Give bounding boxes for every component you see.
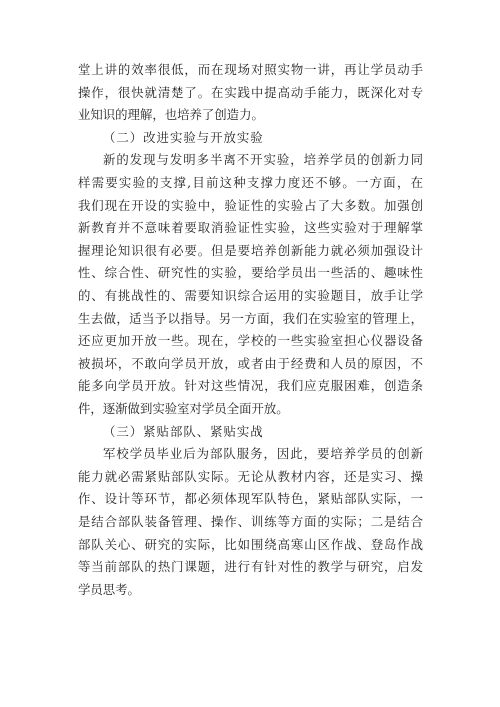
body-text-line: 等当前部队的热门课题，进行有针对性的教学与研究，启发 [78, 559, 423, 575]
body-text-line: 新教育并不意味着要取消验证性实验，这些实验对于理解掌 [78, 220, 423, 236]
body-text-line: 作、设计等环节，都必须体现军队特色，紧贴部队实际，一 [78, 491, 423, 507]
section-heading: （二）改进实验与开放实验 [103, 129, 264, 145]
body-text-line: 军校学员毕业后为部队服务，因此，要培养学员的创新 [103, 446, 423, 462]
body-text-line: 堂上讲的效率很低，而在现场对照实物一讲，再让学员动手 [78, 62, 423, 77]
body-text-line: 件，逐渐做到实验室对学员全面开放。 [78, 401, 289, 416]
section-heading: （三）紧贴部队、紧贴实战 [103, 423, 264, 439]
body-text-line: 还应更加开放一些。现在，学校的一些实验室担心仪器设备 [78, 333, 423, 349]
body-text-line: 我们现在开设的实验中，验证性的实验占了大多数。加强创 [78, 197, 423, 213]
body-text-line: 性、综合性、研究性的实验，要给学员出一些活的、趣味性 [78, 265, 423, 281]
body-text-line: 样需要实验的支撑,目前这种支撑力度还不够。一方面，在 [78, 175, 423, 190]
body-text-line: 新的发现与发明多半离不开实验，培养学员的创新力同 [103, 152, 423, 168]
body-text-line: 业知识的理解，也培养了创造力。 [78, 107, 264, 123]
body-text-line: 能多向学员开放。针对这些情况，我们应克服困难，创造条 [78, 378, 423, 394]
body-text-line: 部队关心、研究的实际，比如围绕高寒山区作战、登岛作战 [78, 536, 423, 552]
body-text-line: 握理论知识很有必要。但是要培养创新能力就必须加强设计 [78, 242, 423, 258]
body-text-line: 被损坏，不敢向学员开放，或者由于经费和人员的原因，不 [78, 355, 423, 371]
body-text-line: 能力就必需紧贴部队实际。无论从教材内容，还是实习、操 [78, 468, 423, 484]
body-text-line: 的、有挑战性的、需要知识综合运用的实验题目，放手让学 [78, 288, 423, 303]
body-text-line: 学员思考。 [78, 581, 140, 597]
body-text-line: 是结合部队装备管理、操作、训练等方面的实际；二是结合 [78, 514, 423, 529]
body-text-line: 生去做，适当予以指导。另一方面，我们在实验室的管理上， [78, 310, 423, 326]
body-text-line: 操作，很快就清楚了。在实践中提高动手能力，既深化对专 [78, 84, 423, 100]
